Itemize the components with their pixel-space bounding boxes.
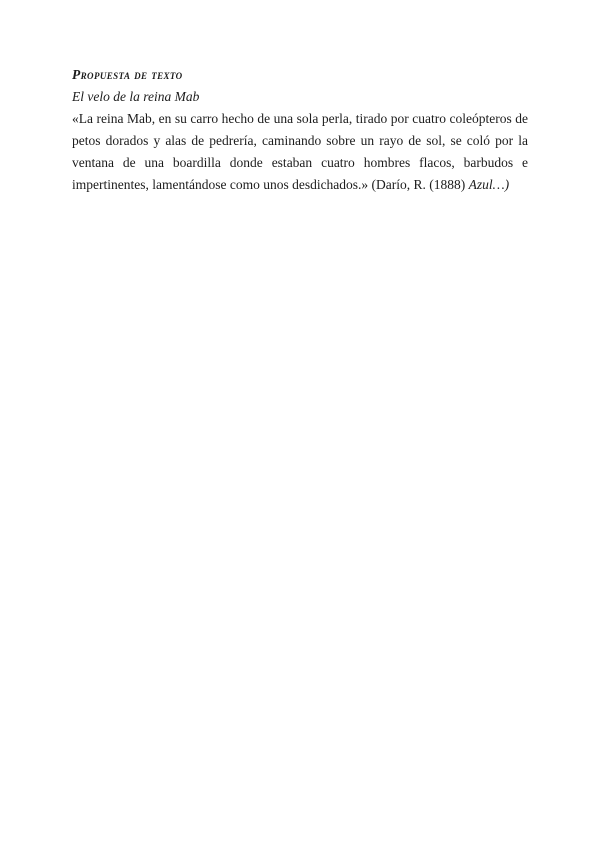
quote-paragraph (72, 108, 528, 196)
work-title: El velo de la reina Mab (72, 89, 200, 104)
section-heading: Propuesta de texto (72, 67, 183, 82)
cited-work-title: Azul…) (468, 177, 510, 192)
quote-text: «La reina Mab, en su carro hecho de una sola perla, tirado por cuatro coleópteros de petos dorados y alas de pedrería, caminando sobre un rayo de sol, se coló por la ventana de una boardilla donde estaban cuatro hombres flacos, barbudos e impertinentes, lamentándose como unos desdichados.» (Darío, R. (1888) (72, 111, 528, 192)
